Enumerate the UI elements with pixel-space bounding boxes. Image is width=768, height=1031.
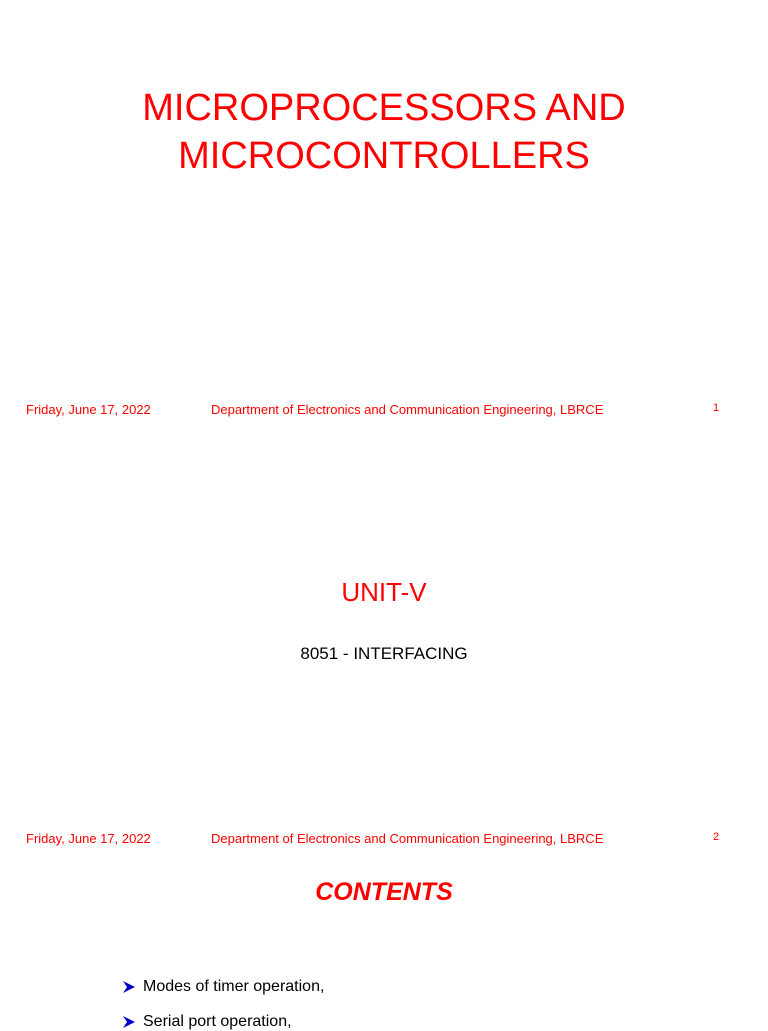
slide1-footer-date: Friday, June 17, 2022	[26, 402, 151, 417]
arrow-bullet-icon	[121, 1014, 137, 1030]
arrow-bullet-icon	[121, 979, 137, 995]
bullet-text: Serial port operation,	[143, 1013, 292, 1030]
list-item	[121, 978, 324, 996]
slide2-title: UNIT-V	[341, 577, 427, 607]
slide1-title-line2: MICROCONTROLLERS	[178, 135, 590, 177]
slide1-title	[0, 84, 768, 180]
slide1-title-line1: MICROPROCESSORS AND	[142, 87, 626, 129]
list-item	[121, 1013, 292, 1031]
slide1-page-number: 1	[713, 402, 720, 414]
slide2-page-number: 2	[713, 831, 720, 843]
slide2-footer-date: Friday, June 17, 2022	[26, 831, 151, 846]
slide2-footer-department: Department of Electronics and Communication Engineering, LBRCE	[211, 831, 604, 846]
slide3-title: CONTENTS	[315, 878, 453, 906]
bullet-text: Modes of timer operation,	[143, 978, 325, 995]
slide1-footer-department: Department of Electronics and Communication Engineering, LBRCE	[211, 402, 604, 417]
slide2-subtitle: 8051 - INTERFACING	[300, 644, 468, 663]
